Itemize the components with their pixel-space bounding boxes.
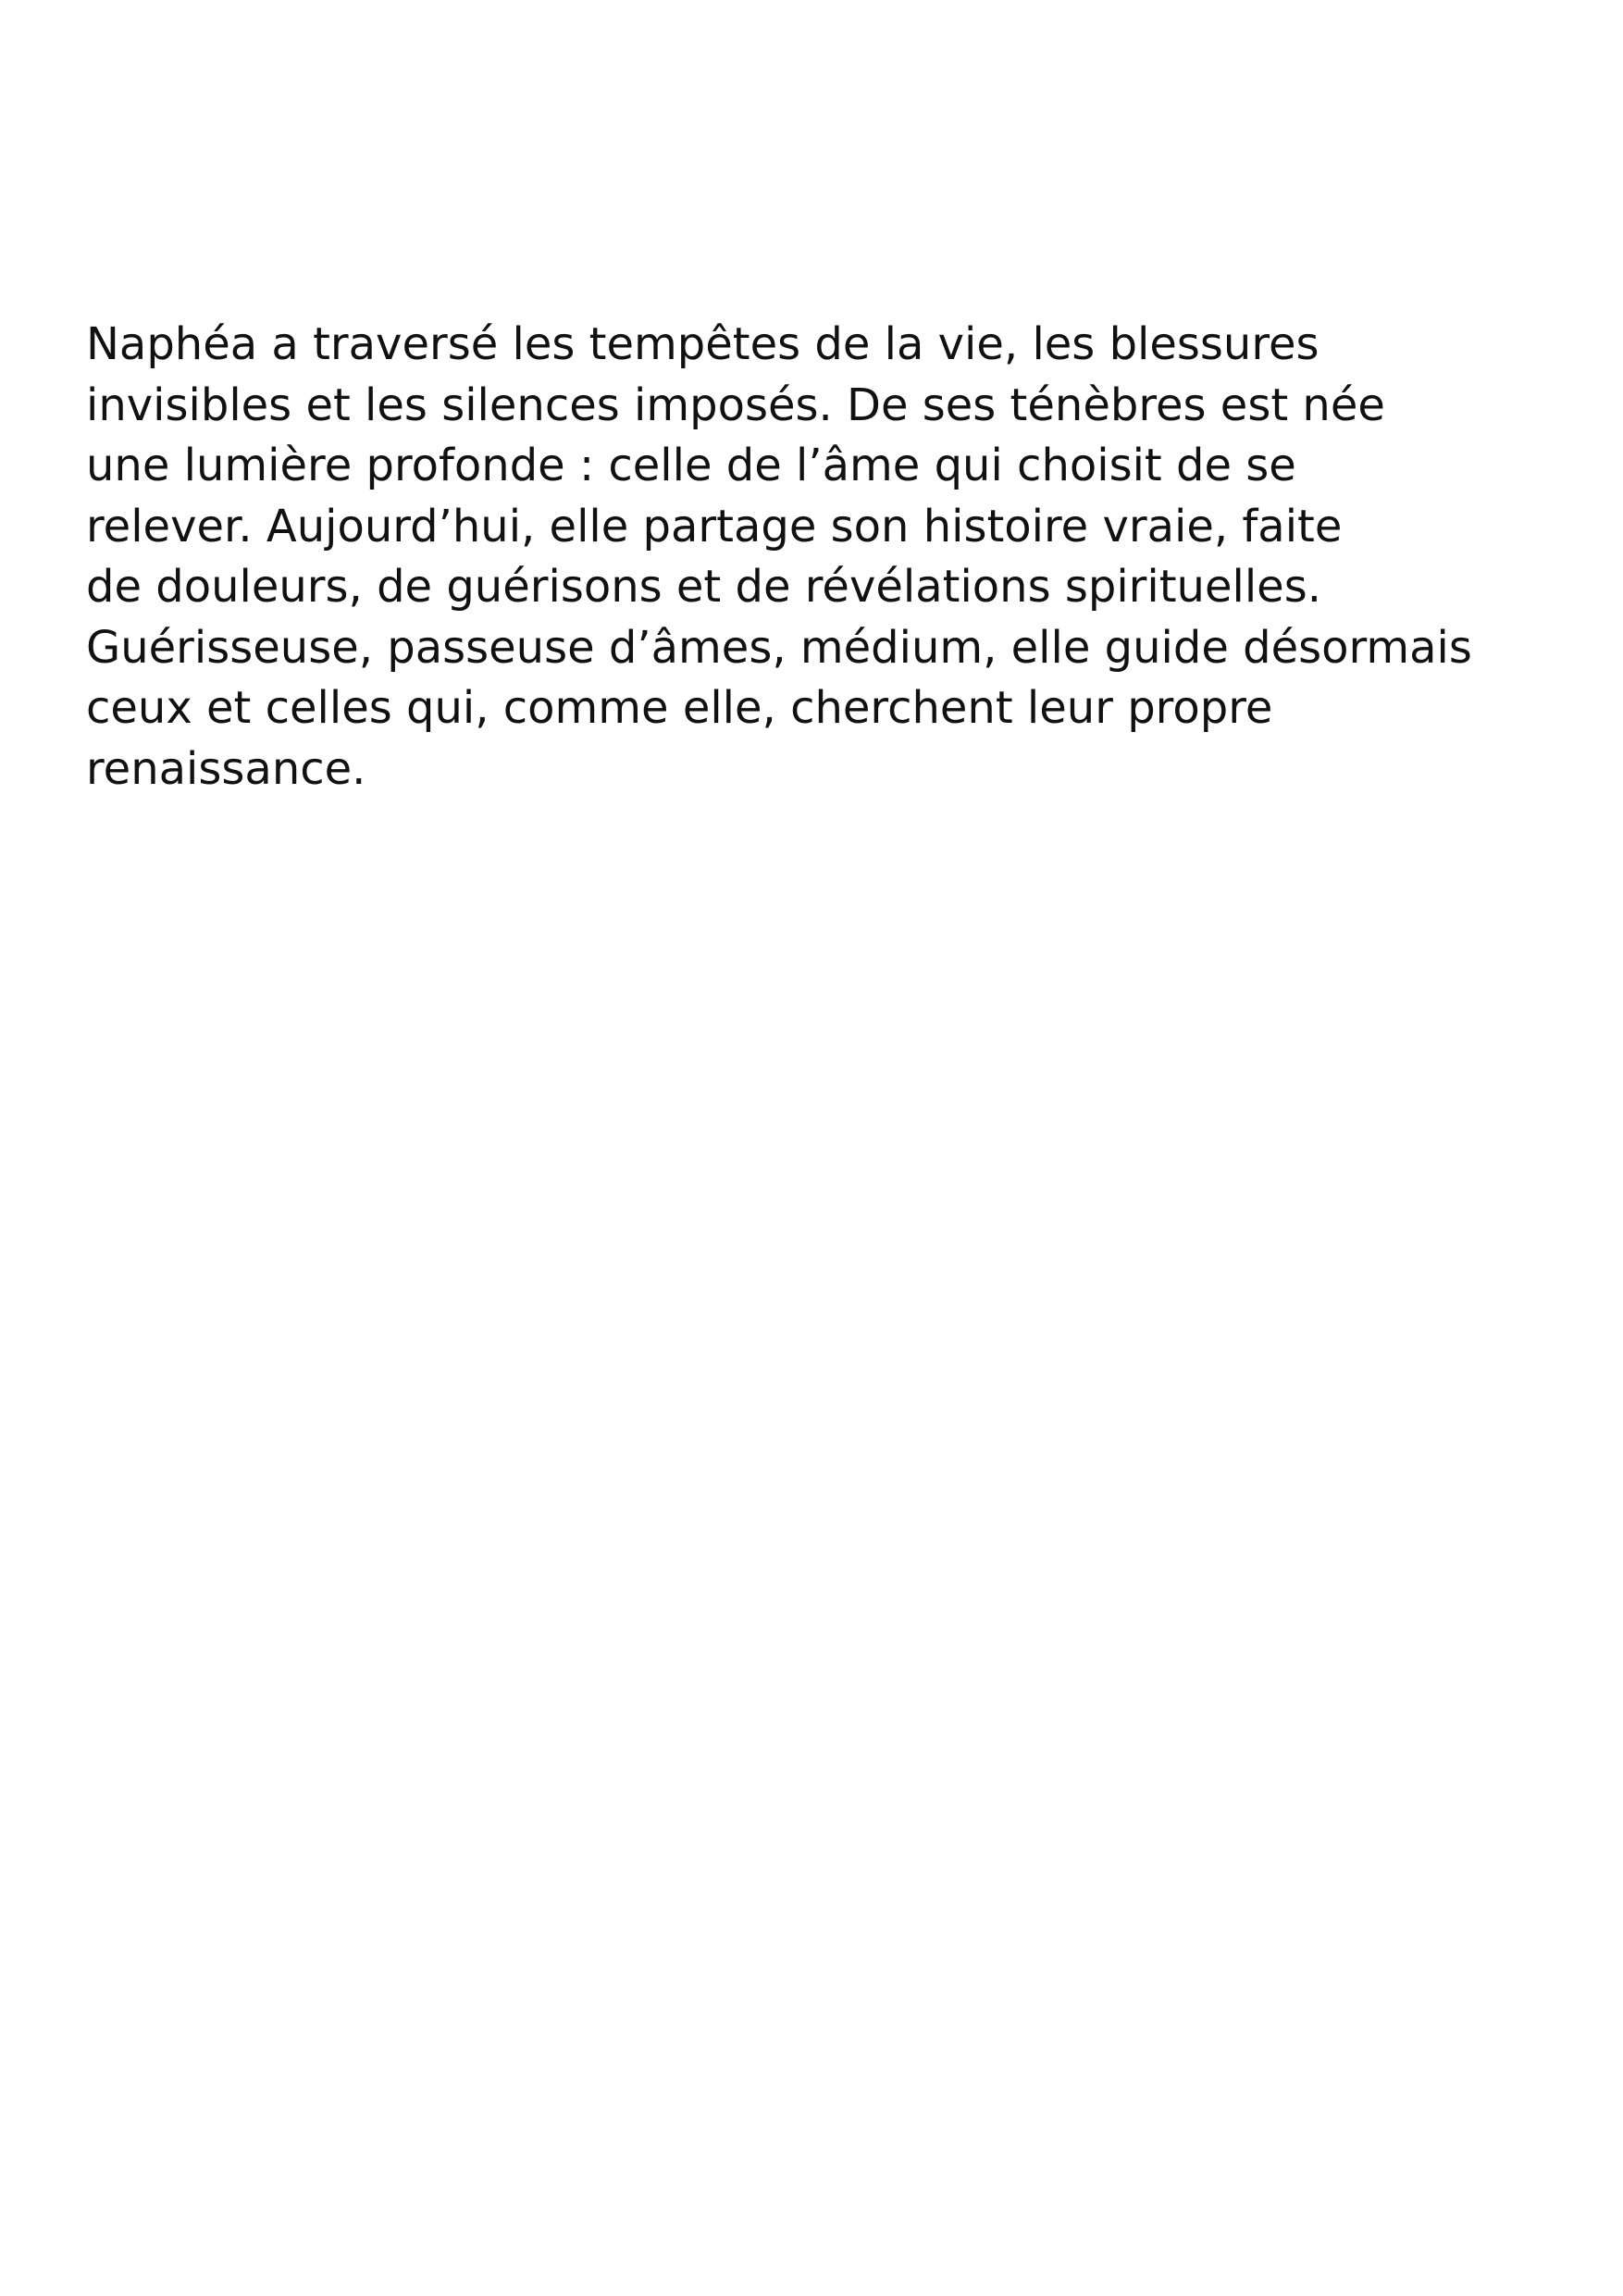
paragraph-line: Naphéa a traversé les tempêtes de la vie, les blessures [86, 318, 1319, 370]
paragraph-line: de douleurs, de guérisons et de révélations spirituelles. [86, 561, 1321, 613]
paragraph-line: ceux et celles qui, comme elle, cherchent leur propre [86, 682, 1273, 734]
paragraph-line: invisibles et les silences imposés. De ses ténèbres est née [86, 379, 1385, 431]
paragraph-line: une lumière profonde : celle de l’âme qui choisit de se [86, 440, 1296, 491]
paragraph-line: renaissance. [86, 742, 366, 795]
body-paragraph [86, 315, 1585, 800]
paragraph-line: relever. Aujourd’hui, elle partage son histoire vraie, faite [86, 500, 1343, 552]
paragraph-line: Guérisseuse, passeuse d’âmes, médium, elle guide désormais [86, 621, 1472, 674]
